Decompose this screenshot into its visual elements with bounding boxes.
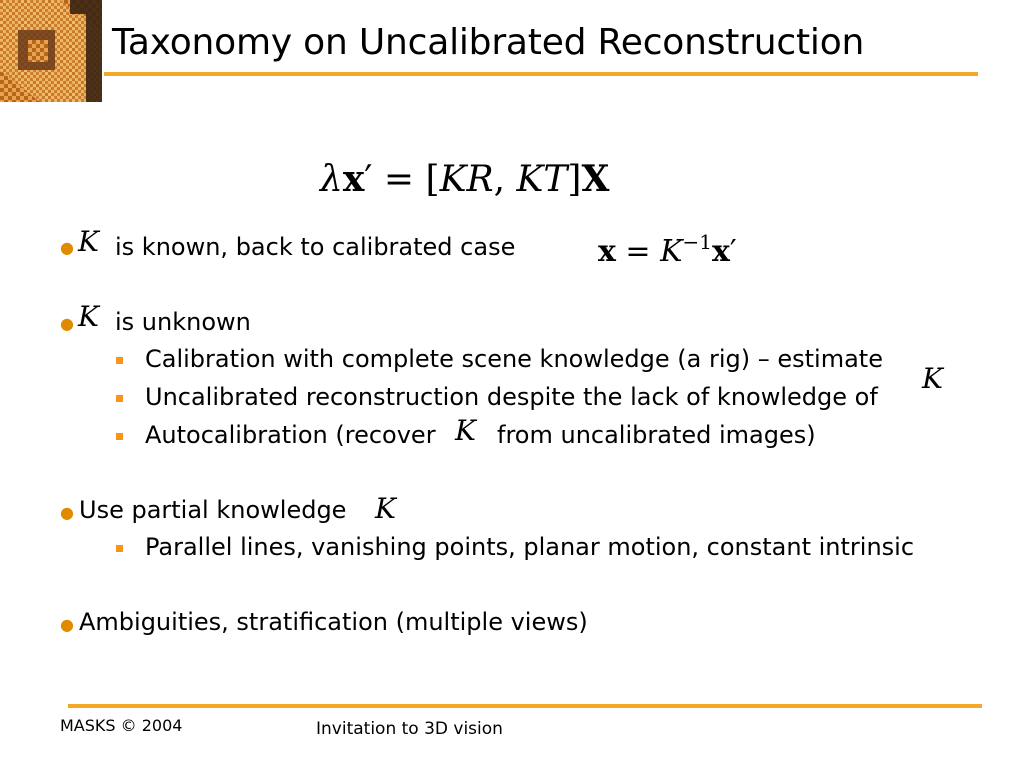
- k-symbol: K: [455, 414, 476, 447]
- bullet-dot: ●: [60, 503, 74, 522]
- footer-rule: [68, 704, 982, 708]
- bullet-dot: ●: [60, 314, 74, 333]
- bullet-unknown: is unknown: [115, 308, 251, 336]
- bullet-ambiguities: Ambiguities, stratification (multiple views): [79, 608, 588, 636]
- sub-bullet-autocalibration-before: Autocalibration (recover: [145, 421, 436, 449]
- sub-bullet-calibration: Calibration with complete scene knowledge (a rig) – estimate: [145, 345, 883, 373]
- k-symbol: K: [375, 492, 396, 525]
- footer-course-title: Invitation to 3D vision: [316, 719, 503, 739]
- k-symbol: K: [78, 225, 99, 258]
- sub-bullet-square: [116, 395, 123, 402]
- sub-bullet-square: [116, 357, 123, 364]
- sub-bullet-parallel-lines: Parallel lines, vanishing points, planar motion, constant intrinsic: [145, 533, 915, 561]
- k-symbol: K: [78, 300, 99, 333]
- bullet-known: is known, back to calibrated case: [115, 233, 516, 261]
- title-underline: [104, 72, 978, 76]
- bullet-partial-knowledge: Use partial knowledge: [79, 496, 347, 524]
- slide-title: Taxonomy on Uncalibrated Reconstruction: [112, 22, 865, 63]
- projection-equation: λx′ = [KR, KT]X: [320, 158, 610, 200]
- sub-bullet-square: [116, 433, 123, 440]
- cube-logo-icon: [0, 0, 102, 102]
- k-symbol: K: [922, 362, 943, 395]
- inverse-equation: $x = K^{-1}x'$: [598, 230, 737, 269]
- sub-bullet-uncalibrated: Uncalibrated reconstruction despite the lack of knowledge of: [145, 383, 878, 411]
- bullet-dot: ●: [60, 615, 74, 634]
- footer-copyright: MASKS © 2004: [60, 716, 183, 735]
- bullet-dot: ●: [60, 238, 74, 257]
- sub-bullet-autocalibration-after: from uncalibrated images): [497, 421, 816, 449]
- sub-bullet-square: [116, 545, 123, 552]
